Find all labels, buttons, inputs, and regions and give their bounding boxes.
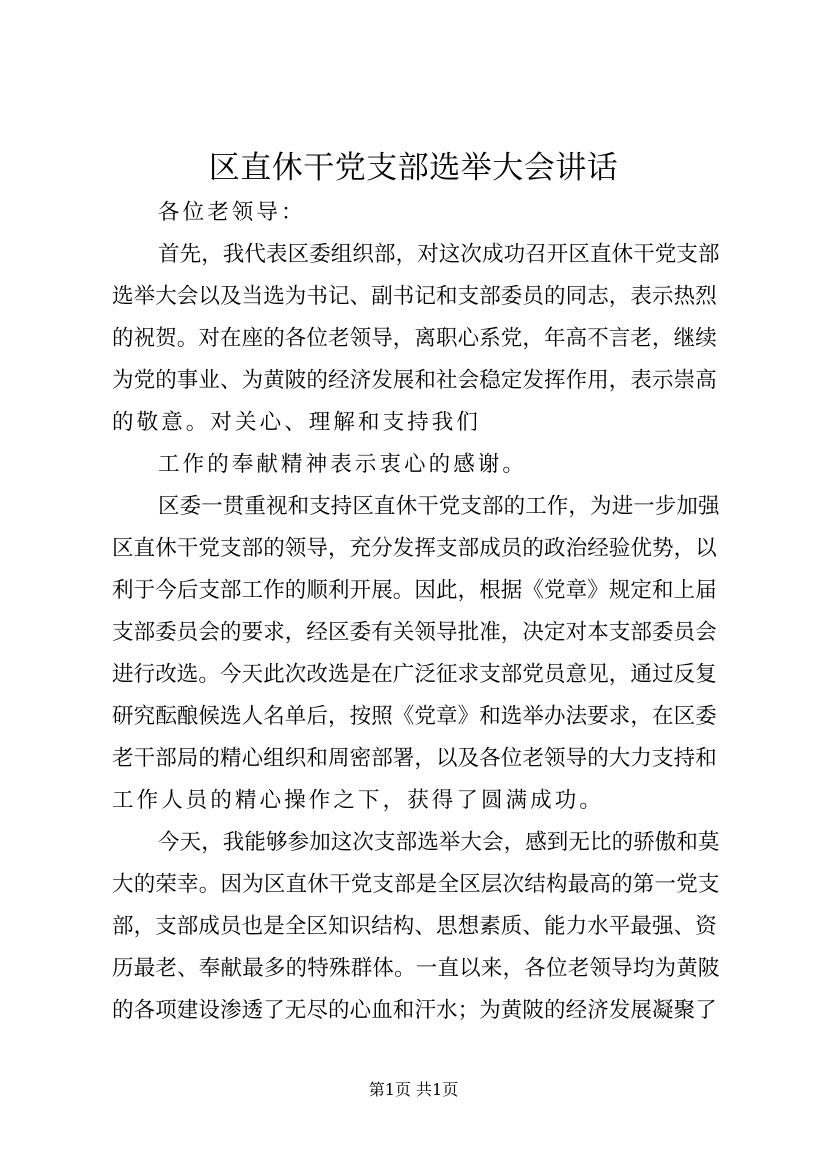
paragraph-line: 部，支部成员也是全区知识结构、思想素质、能力水平最强、资: [112, 914, 717, 939]
document-body: [112, 192, 720, 1032]
salutation: 各位老领导：: [158, 200, 306, 225]
paragraph-line: 区委一贯重视和支持区直休干党支部的工作，为进一步加强: [158, 494, 720, 519]
paragraph-line: 历最老、奉献最多的特殊群体。一直以来，各位老领导均为黄陂: [112, 956, 720, 981]
paragraph-line: 老干部局的精心组织和周密部署，以及各位老领导的大力支持和: [112, 746, 717, 771]
paragraph-line: 的祝贺。对在座的各位老领导，离职心系党，年高不言老，继续: [112, 326, 717, 351]
paragraph-line: 的敬意。对关心、理解和支持我们: [112, 410, 482, 435]
paragraph-line: 选举大会以及当选为书记、副书记和支部委员的同志，表示热烈: [112, 284, 717, 309]
document-title: 区直休干党支部选举大会讲话: [208, 150, 619, 186]
paragraph-line: 今天，我能够参加这次支部选举大会，感到无比的骄傲和莫: [158, 830, 720, 855]
paragraph-line: 进行改选。今天此次改选是在广泛征求支部党员意见，通过反复: [112, 662, 717, 687]
paragraph-line: 研究酝酿候选人名单后，按照《党章》和选举办法要求，在区委: [112, 704, 717, 729]
paragraph-line: 为党的事业、为黄陂的经济发展和社会稳定发挥作用，表示崇高: [112, 368, 717, 393]
paragraph-line: 利于今后支部工作的顺利开展。因此，根据《党章》规定和上届: [112, 578, 717, 603]
paragraph-line: 区直休干党支部的领导，充分发挥支部成员的政治经验优势，以: [112, 536, 717, 561]
page-number-footer: 第1页 共1页: [368, 1080, 459, 1099]
paragraph-line: 工作人员的精心操作之下，获得了圆满成功。: [112, 788, 605, 813]
paragraph-line: 工作的奉献精神表示衷心的感谢。: [158, 452, 528, 477]
paragraph-line: 大的荣幸。因为区直休干党支部是全区层次结构最高的第一党支: [112, 872, 720, 897]
paragraph-line: 首先，我代表区委组织部，对这次成功召开区直休干党支部: [158, 242, 720, 267]
paragraph-line: 的各项建设渗透了无尽的心血和汗水；为黄陂的经济发展凝聚了: [112, 998, 717, 1023]
paragraph-line: 支部委员会的要求，经区委有关领导批准，决定对本支部委员会: [112, 620, 717, 645]
